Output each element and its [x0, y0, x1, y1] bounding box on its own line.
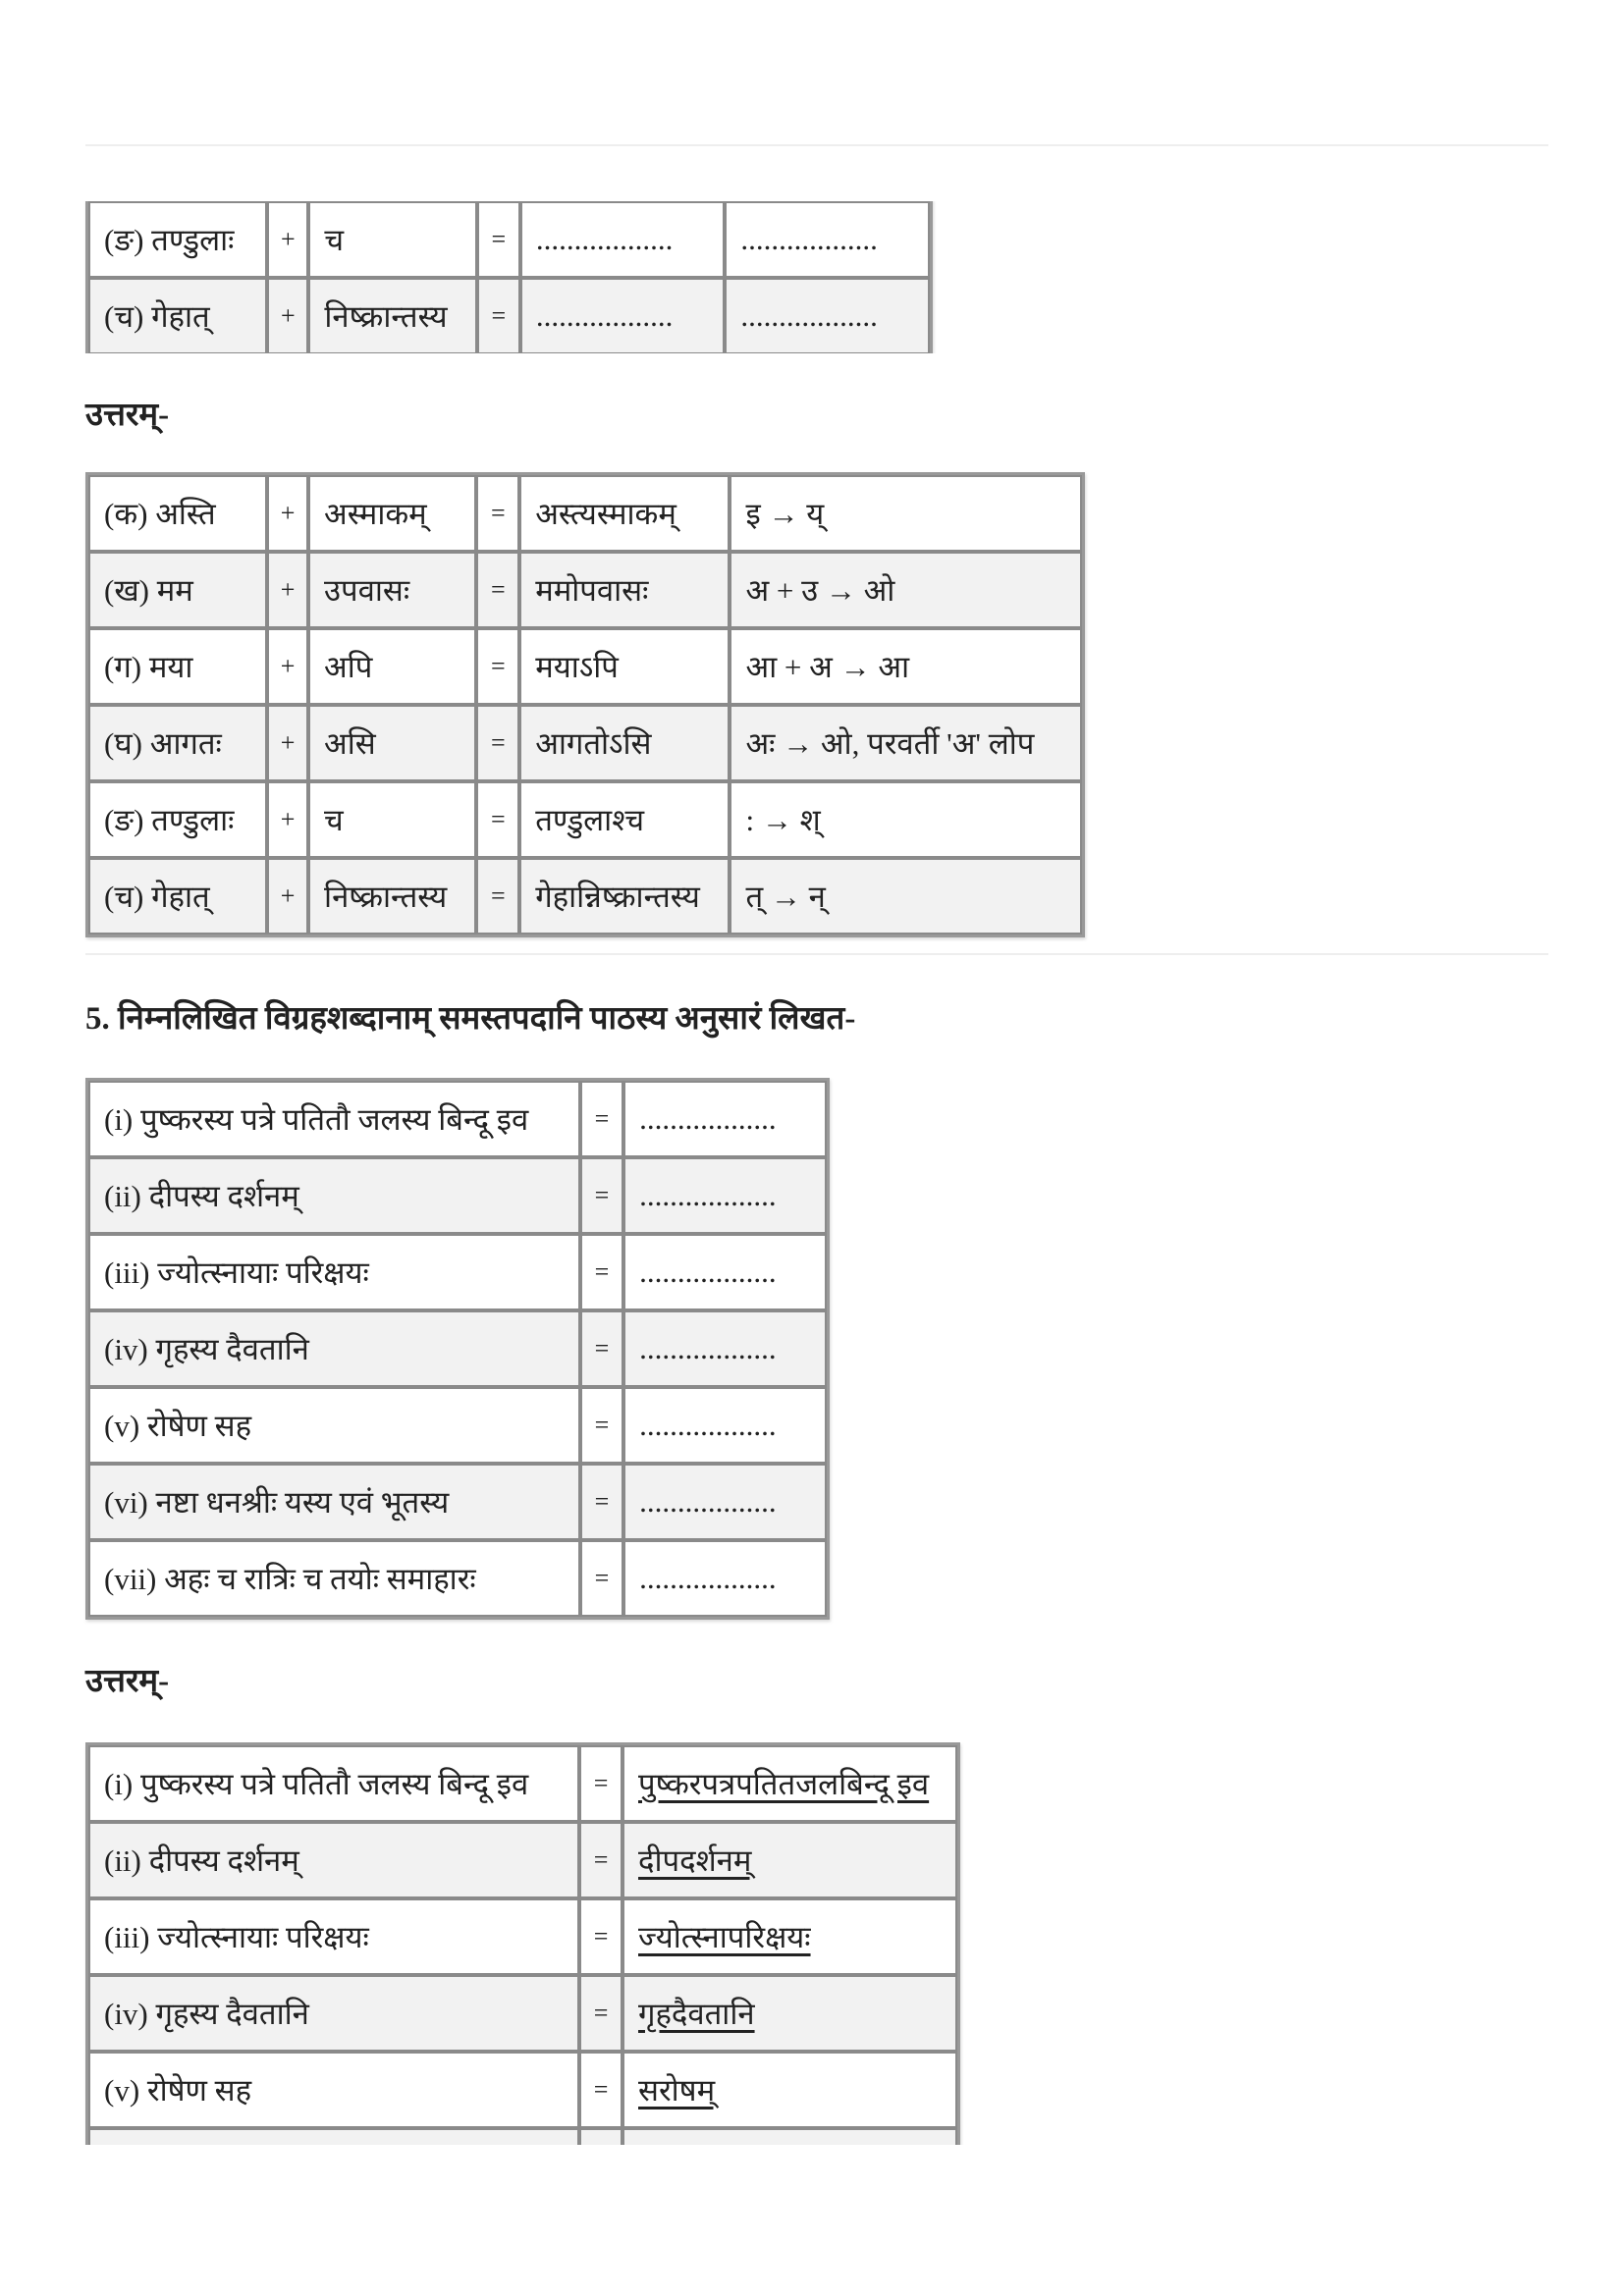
equals-sign: = [476, 858, 519, 934]
table-row [88, 2052, 957, 2128]
table-cell: (ख) मम [88, 552, 267, 628]
equals-sign: = [579, 1822, 622, 1898]
plus-sign: + [267, 475, 308, 552]
q4-question-table-tail [85, 201, 933, 353]
table-cell: (च) गेहात् [88, 858, 267, 934]
table-cell: च [308, 781, 476, 858]
equals-sign: = [476, 475, 519, 552]
table-cell: .................. [725, 201, 930, 278]
table-row [88, 1745, 957, 1822]
answer-text: गृहदैवतानि [638, 1997, 755, 2031]
table-row [88, 1822, 957, 1898]
table-cell: आगतोऽसि [519, 705, 730, 781]
equals-sign: = [580, 1234, 623, 1310]
equals-sign: = [580, 1157, 623, 1234]
equals-sign: = [579, 1745, 622, 1822]
equals-sign: = [580, 1310, 623, 1387]
table-cell: .................. [623, 1157, 827, 1234]
equals-sign: = [476, 628, 519, 705]
table-cell: .................. [623, 1081, 827, 1157]
answer-text: सरोषम् [638, 2073, 716, 2108]
table-row [88, 201, 930, 278]
plus-sign: + [267, 781, 308, 858]
answer-text: पुष्करपत्रपतितजलबिन्दू इव [638, 1767, 930, 1801]
table-cell: .................. [623, 1234, 827, 1310]
table-cell: अस्माकम् [308, 475, 476, 552]
q5-question-table [85, 1078, 830, 1620]
table-row [88, 552, 1082, 628]
table-row [88, 2128, 957, 2145]
plus-sign: + [267, 278, 308, 353]
table-cell: तण्डुलाश्च [519, 781, 730, 858]
table-cell: (i) पुष्करस्य पत्रे पतितौ जलस्य बिन्दू इव [88, 1745, 579, 1822]
q4-tail-wrap [0, 201, 1623, 353]
equals-sign: = [579, 2052, 622, 2128]
table-row [88, 781, 1082, 858]
equals-sign: = [476, 552, 519, 628]
table-cell: उपवासः [308, 552, 476, 628]
table-cell: गेहान्निष्क्रान्तस्य [519, 858, 730, 934]
equals-sign: = [476, 781, 519, 858]
table-row [88, 1898, 957, 1975]
q5-answer-wrap [0, 1742, 1623, 2145]
table-cell: (iii) ज्योत्स्नायाः परिक्षयः [88, 1898, 579, 1975]
plus-sign: + [267, 201, 308, 278]
table-cell: ममोपवासः [519, 552, 730, 628]
plus-sign: + [267, 858, 308, 934]
table-row [88, 1157, 827, 1234]
table-cell: .................. [623, 1387, 827, 1464]
table-row [88, 475, 1082, 552]
answer-text: ज्योत्स्नापरिक्षयः [638, 1920, 811, 1954]
table-cell: (iii) ज्योत्स्नायाः परिक्षयः [88, 1234, 580, 1310]
table-cell: .................. [520, 201, 726, 278]
top-divider [85, 144, 1548, 146]
q5-heading: 5. निम्नलिखित विग्रहशब्दानाम् समस्तपदानि पाठस्य अनुसारं लिखत- [85, 1001, 856, 1037]
table-cell [622, 1898, 957, 1975]
table-row [88, 1081, 827, 1157]
table-cell: (घ) आगतः [88, 705, 267, 781]
table-cell [622, 1975, 957, 2052]
table-cell [622, 1745, 957, 1822]
table-cell [622, 2052, 957, 2128]
equals-sign [579, 2128, 622, 2145]
table-cell: (ङ) तण्डुलाः [88, 781, 267, 858]
table-cell: (ii) दीपस्य दर्शनम् [88, 1822, 579, 1898]
table-row [88, 1464, 827, 1540]
table-cell: (च) गेहात् [88, 278, 267, 353]
equals-sign: = [579, 1975, 622, 2052]
equals-sign: = [580, 1387, 623, 1464]
equals-sign: = [476, 705, 519, 781]
table-cell: (vii) अहः च रात्रिः च तयोः समाहारः [88, 1540, 580, 1617]
table-cell: .................. [623, 1310, 827, 1387]
table-cell: .................. [520, 278, 726, 353]
table-cell [622, 1822, 957, 1898]
table-cell: : → श् [730, 781, 1082, 858]
table-cell: इ → य् [730, 475, 1082, 552]
table-cell: .................. [623, 1464, 827, 1540]
equals-sign: = [579, 1898, 622, 1975]
table-cell: अ + उ → ओ [730, 552, 1082, 628]
table-cell [622, 2128, 957, 2145]
equals-sign: = [580, 1540, 623, 1617]
equals-sign: = [580, 1081, 623, 1157]
section-divider [85, 953, 1548, 955]
table-cell [88, 2128, 579, 2145]
table-cell: (ii) दीपस्य दर्शनम् [88, 1157, 580, 1234]
table-cell: (iv) गृहस्य दैवतानि [88, 1310, 580, 1387]
table-cell: (क) अस्ति [88, 475, 267, 552]
table-row [88, 1975, 957, 2052]
q4-answer-table [85, 472, 1085, 937]
table-row [88, 278, 930, 353]
table-row [88, 705, 1082, 781]
table-row [88, 628, 1082, 705]
table-row [88, 1234, 827, 1310]
q5-answer-table [85, 1742, 960, 2145]
table-cell: असि [308, 705, 476, 781]
plus-sign: + [267, 628, 308, 705]
table-cell: (v) रोषेण सह [88, 2052, 579, 2128]
equals-sign: = [477, 201, 520, 278]
table-cell: निष्क्रान्तस्य [308, 278, 476, 353]
answer-text: दीपदर्शनम् [638, 1843, 752, 1878]
table-cell: अपि [308, 628, 476, 705]
table-cell: मयाऽपि [519, 628, 730, 705]
table-cell: (iv) गृहस्य दैवतानि [88, 1975, 579, 2052]
table-cell: निष्क्रान्तस्य [308, 858, 476, 934]
table-cell: (ग) मया [88, 628, 267, 705]
table-cell: (v) रोषेण सह [88, 1387, 580, 1464]
table-row [88, 858, 1082, 934]
equals-sign: = [477, 278, 520, 353]
table-cell: अस्त्यस्माकम् [519, 475, 730, 552]
table-cell: आ + अ → आ [730, 628, 1082, 705]
table-cell: (vi) नष्टा धनश्रीः यस्य एवं भूतस्य [88, 1464, 580, 1540]
equals-sign: = [580, 1464, 623, 1540]
table-cell: च [308, 201, 476, 278]
table-cell: (i) पुष्करस्य पत्रे पतितौ जलस्य बिन्दू इव [88, 1081, 580, 1157]
table-cell: (ङ) तण्डुलाः [88, 201, 267, 278]
plus-sign: + [267, 705, 308, 781]
table-cell: त् → न् [730, 858, 1082, 934]
plus-sign: + [267, 552, 308, 628]
table-cell: .................. [725, 278, 930, 353]
table-cell: अः → ओ, परवर्ती 'अ' लोप [730, 705, 1082, 781]
table-row [88, 1387, 827, 1464]
table-row [88, 1540, 827, 1617]
q4-answer-label: उत्तरम्- [85, 398, 170, 433]
table-row [88, 1310, 827, 1387]
q5-answer-label: उत्तरम्- [85, 1664, 170, 1699]
table-cell: .................. [623, 1540, 827, 1617]
